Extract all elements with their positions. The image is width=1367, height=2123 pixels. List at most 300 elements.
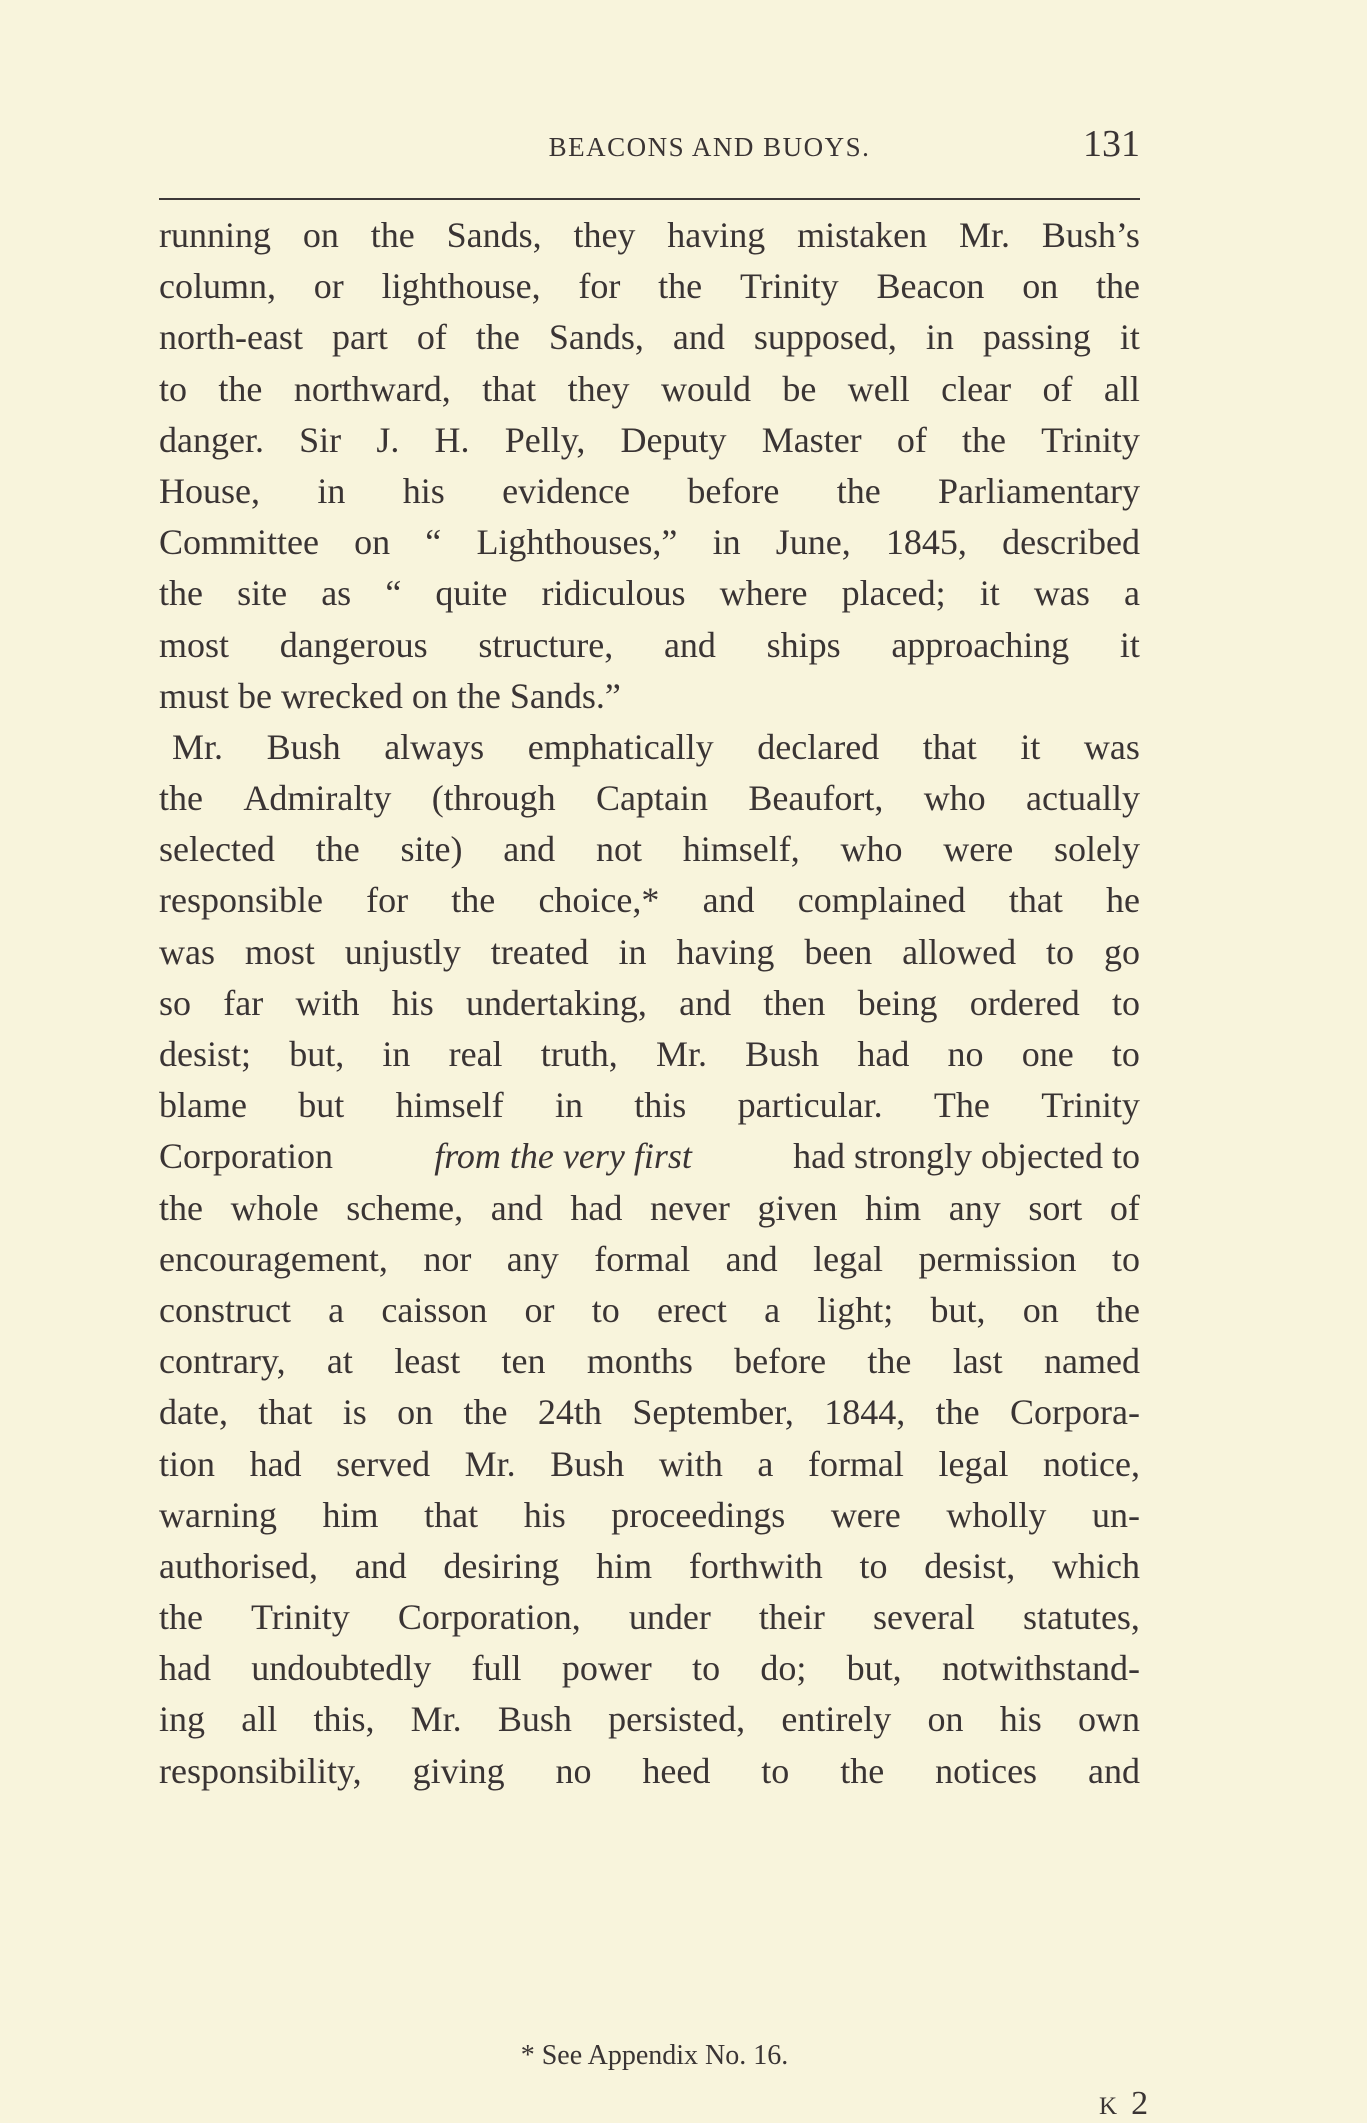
word: part [331, 317, 388, 358]
word: ordered [969, 982, 1080, 1023]
text-line [159, 1746, 1140, 1797]
word: on [354, 522, 391, 563]
word: desist, [924, 1545, 1016, 1586]
word: and [679, 982, 732, 1023]
text-run: Corporation [159, 1136, 333, 1177]
text-line [159, 517, 1140, 568]
word: in [554, 1085, 583, 1126]
word: declared [757, 726, 880, 767]
word: and [725, 1238, 778, 1279]
word: of [416, 317, 447, 358]
word: wholly [946, 1494, 1047, 1535]
word: always [384, 726, 485, 767]
word: northward, [293, 368, 451, 409]
word: that [922, 726, 977, 767]
word: contrary, [159, 1341, 286, 1382]
word: June, [775, 522, 851, 563]
word: the [475, 317, 520, 358]
word: him [596, 1545, 653, 1586]
word: proceedings [611, 1494, 786, 1535]
text-line [159, 1541, 1140, 1592]
word: so [159, 982, 192, 1023]
text-line [159, 1183, 1140, 1234]
word: a [764, 1289, 781, 1330]
word: column, [159, 266, 276, 307]
word: but, [930, 1289, 986, 1330]
word: which [1052, 1545, 1140, 1586]
word: then [763, 982, 826, 1023]
word: the [370, 215, 415, 255]
word: been [804, 931, 873, 972]
word: Master [761, 419, 862, 460]
text-line [159, 978, 1140, 1029]
word: Beaufort, [748, 778, 884, 819]
text-line [159, 1029, 1140, 1080]
word: the [159, 573, 203, 614]
word: in [317, 470, 346, 511]
word: not [595, 829, 642, 870]
word: of [1109, 1187, 1140, 1228]
word: his [999, 1699, 1042, 1740]
text-line [159, 1387, 1140, 1438]
text-line: must be wrecked on the Sands.” [159, 675, 621, 716]
word: ridiculous [541, 573, 686, 614]
word: under [628, 1597, 711, 1638]
word: served [336, 1443, 431, 1484]
word: far [223, 982, 264, 1023]
word: to [591, 1289, 620, 1330]
word: but [298, 1085, 345, 1126]
word: himself [395, 1085, 504, 1126]
word: and [672, 317, 725, 358]
word: for [578, 266, 621, 307]
word: the [159, 1597, 203, 1638]
word: to [1046, 931, 1075, 972]
word: Bush [266, 726, 341, 767]
word: having [676, 931, 775, 972]
word: ships [766, 624, 841, 665]
word: the [218, 368, 263, 409]
word: complained [797, 880, 966, 921]
word: Deputy [620, 419, 727, 460]
word: do; [760, 1648, 807, 1689]
word: a [1123, 573, 1140, 614]
footnote: * See Appendix No. 16. [520, 2040, 789, 2071]
word: Mr. [410, 1699, 462, 1740]
word: in [925, 317, 954, 358]
word: to [761, 1750, 790, 1791]
page-header [159, 122, 1140, 172]
word: the [159, 1187, 203, 1228]
word: placed; [841, 573, 946, 614]
word: it [1119, 624, 1140, 665]
word: he [1106, 880, 1140, 921]
italic-emphasis: from the very first [434, 1136, 692, 1177]
word: was [1033, 573, 1090, 614]
word: most [159, 624, 230, 665]
word: power [561, 1648, 652, 1689]
word: the [867, 1341, 912, 1382]
text-line [159, 1694, 1140, 1745]
word: “ [425, 522, 442, 563]
word: sort [1028, 1187, 1083, 1228]
word: Bush [745, 1034, 820, 1074]
word: Trinity [251, 1597, 350, 1638]
word: choice,* [538, 880, 660, 921]
word: to [1111, 1034, 1140, 1074]
word: him [865, 1187, 922, 1228]
word: “ [385, 573, 402, 614]
word: with [658, 1443, 723, 1484]
word: no [555, 1750, 592, 1791]
word: who [923, 778, 986, 819]
word: Trinity [1041, 419, 1140, 460]
word: formal [594, 1238, 691, 1279]
word: quite [435, 573, 508, 614]
word: a [328, 1289, 345, 1330]
word: as [321, 573, 352, 614]
word: no [947, 1034, 984, 1074]
text-line [159, 773, 1140, 824]
word: 1844, [824, 1392, 906, 1433]
word: to [1111, 982, 1140, 1023]
word: they [573, 215, 636, 255]
word: whole [230, 1187, 319, 1228]
word: of [896, 419, 927, 460]
word: having [667, 215, 766, 255]
word: construct [159, 1289, 291, 1330]
word: treated [490, 931, 589, 972]
word: particular. [737, 1085, 883, 1126]
word: authorised, [159, 1545, 318, 1586]
word: the [1095, 1289, 1140, 1330]
word: solely [1053, 829, 1140, 870]
word: ing [159, 1699, 206, 1740]
word: 24th [537, 1392, 602, 1433]
word: of [1042, 368, 1073, 409]
text-line-italic [159, 1131, 1140, 1182]
word: last [952, 1341, 1003, 1382]
word: a [757, 1443, 774, 1484]
word: in [712, 522, 741, 563]
word: Captain [596, 778, 709, 819]
word: were [943, 829, 1014, 870]
word: but, [846, 1648, 902, 1689]
word: Mr. [464, 1443, 516, 1484]
word: structure, [478, 624, 614, 665]
word: that [1008, 880, 1063, 921]
word: or [313, 266, 344, 307]
word: Corporation, [397, 1597, 581, 1638]
word: evidence [502, 470, 631, 511]
word: real [448, 1034, 503, 1074]
text-line [159, 1439, 1140, 1490]
word: was [1083, 726, 1140, 767]
word: that [482, 368, 537, 409]
word: 1845, [885, 522, 967, 563]
word: site) [400, 829, 463, 870]
word: and [1087, 1750, 1140, 1791]
word: supposed, [753, 317, 897, 358]
word: named [1044, 1341, 1140, 1382]
word: and [503, 829, 556, 870]
word: had [857, 1034, 910, 1074]
word: and [354, 1545, 407, 1586]
text-line [159, 1643, 1140, 1694]
text-run: had strongly objected to [793, 1136, 1140, 1177]
word: the [159, 778, 203, 819]
word: the [451, 880, 496, 921]
word: for [366, 880, 409, 921]
word: responsibility, [159, 1750, 362, 1791]
word: running [159, 215, 271, 255]
word: undertaking, [465, 982, 647, 1023]
word: at [326, 1341, 353, 1382]
word: that [258, 1392, 313, 1433]
word: passing [982, 317, 1091, 358]
word: and [490, 1187, 543, 1228]
word: legal [813, 1238, 884, 1279]
word: notices [935, 1750, 1038, 1791]
word: September, [632, 1392, 794, 1433]
word: full [471, 1648, 522, 1689]
text-line [159, 415, 1140, 466]
word: heed [642, 1750, 711, 1791]
word: responsible [159, 880, 323, 921]
word: well [847, 368, 910, 409]
word: all [241, 1699, 278, 1740]
word: had [249, 1443, 302, 1484]
word: all [1103, 368, 1140, 409]
word: (through [431, 778, 556, 819]
word: Sir [299, 419, 342, 460]
word: Mr. [172, 726, 224, 767]
word: entirely [781, 1699, 892, 1740]
text-line [159, 261, 1140, 312]
word: ten [501, 1341, 546, 1382]
signature-letter: K [1099, 2093, 1118, 2120]
word: him [322, 1494, 379, 1535]
word: Corpora- [1009, 1392, 1140, 1433]
word: J. [376, 419, 400, 460]
signature-mark [1099, 2085, 1148, 2123]
word: his [523, 1494, 566, 1535]
word: caisson [381, 1289, 488, 1330]
word: approaching [891, 624, 1070, 665]
word: unjustly [344, 931, 461, 972]
word: on [1022, 1289, 1059, 1330]
word: lighthouse, [381, 266, 541, 307]
word: north-east [159, 317, 303, 358]
word: it [1119, 317, 1140, 358]
text-line [159, 466, 1140, 517]
word: had [159, 1648, 211, 1689]
word: allowed [902, 931, 1017, 972]
word: in [382, 1034, 411, 1074]
text-line [159, 1490, 1140, 1541]
word: described [1002, 522, 1140, 563]
word: they [567, 368, 630, 409]
word: Mr. [958, 215, 1010, 255]
word: Beacon [876, 266, 985, 307]
word: danger. [159, 419, 264, 460]
text-line [159, 312, 1140, 363]
word: Bush’s [1041, 215, 1140, 255]
word: nor [423, 1238, 472, 1279]
word: statutes, [1022, 1597, 1140, 1638]
word: months [586, 1341, 693, 1382]
word: Trinity [739, 266, 839, 307]
word: being [857, 982, 938, 1023]
text-line [159, 364, 1140, 415]
word: date, [159, 1392, 228, 1433]
word: tion [159, 1443, 216, 1484]
word: The [933, 1085, 990, 1126]
word: the [840, 1750, 885, 1791]
word: it [979, 573, 1000, 614]
word: encouragement, [159, 1238, 388, 1279]
word: his [402, 470, 445, 511]
word: permission [918, 1238, 1077, 1279]
word: with [295, 982, 360, 1023]
word: the [836, 470, 881, 511]
word: House, [159, 470, 260, 511]
word: Bush [550, 1443, 625, 1484]
word: himself, [682, 829, 800, 870]
word: the [935, 1392, 980, 1433]
word: go [1103, 931, 1140, 972]
word: actually [1026, 778, 1140, 819]
word: notice, [1043, 1443, 1140, 1484]
word: would [660, 368, 751, 409]
word: erect [656, 1289, 727, 1330]
text-line [159, 1080, 1140, 1131]
word: the [658, 266, 703, 307]
page-number: 131 [1083, 123, 1140, 165]
word: several [872, 1597, 975, 1638]
word: had [570, 1187, 623, 1228]
word: un- [1091, 1494, 1140, 1535]
word: to [159, 368, 188, 409]
word: forthwith [688, 1545, 823, 1586]
word: the [962, 419, 1006, 460]
word: to [859, 1545, 888, 1586]
word: formal [807, 1443, 904, 1484]
word: on [927, 1699, 964, 1740]
word: Committee [159, 522, 319, 563]
word: truth, [540, 1034, 618, 1074]
word: notwithstand- [941, 1648, 1140, 1689]
word: where [719, 573, 808, 614]
word: most [244, 931, 315, 972]
word: warning [159, 1494, 277, 1535]
word: Pelly, [504, 419, 586, 460]
word: that [424, 1494, 479, 1535]
word: undoubtedly [251, 1648, 432, 1689]
word: own [1077, 1699, 1140, 1740]
text-line [159, 1285, 1140, 1336]
word: any [948, 1187, 1001, 1228]
word: blame [159, 1085, 247, 1126]
word: least [394, 1341, 461, 1382]
text-line [159, 1336, 1140, 1387]
word: Admiralty [243, 778, 392, 819]
word: Lighthouses,” [476, 522, 678, 563]
word: any [506, 1238, 559, 1279]
word: were [830, 1494, 901, 1535]
word: desiring [443, 1545, 560, 1586]
signature-number: 2 [1131, 2085, 1149, 2122]
word: Sands, [446, 215, 542, 255]
word: who [840, 829, 903, 870]
word: persisted, [608, 1699, 746, 1740]
word: mistaken [797, 215, 928, 255]
text-line [159, 927, 1140, 978]
text-line [159, 620, 1140, 671]
word: but, [289, 1034, 345, 1074]
word: on [302, 215, 339, 255]
word: H. [434, 419, 470, 460]
word: Bush [497, 1699, 572, 1740]
word: on [397, 1392, 434, 1433]
word: before [734, 1341, 827, 1382]
text-line [159, 875, 1140, 926]
word: their [758, 1597, 825, 1638]
header-rule [159, 198, 1140, 200]
word: one [1021, 1034, 1074, 1074]
text-line [159, 1234, 1140, 1285]
running-head: BEACONS AND BUOYS. [548, 132, 871, 162]
word: Parliamentary [938, 470, 1140, 511]
word: be [782, 368, 817, 409]
word: it [1020, 726, 1041, 767]
word: selected [159, 829, 275, 870]
word: to [692, 1648, 721, 1689]
word: the [315, 829, 360, 870]
word: the [463, 1392, 508, 1433]
word: dangerous [279, 624, 428, 665]
word: Trinity [1041, 1085, 1140, 1126]
word: never [649, 1187, 730, 1228]
word: light; [817, 1289, 894, 1330]
word: legal [938, 1443, 1009, 1484]
word: the [1096, 266, 1140, 307]
word: his [391, 982, 434, 1023]
word: this, [313, 1699, 375, 1740]
word: this [634, 1085, 687, 1126]
word: was [159, 931, 215, 972]
word: and [702, 880, 755, 921]
word: to [1111, 1238, 1140, 1279]
word: site [237, 573, 288, 614]
word: and [663, 624, 716, 665]
word: on [1022, 266, 1059, 307]
body-text [159, 210, 1149, 2122]
word: emphatically [527, 726, 714, 767]
word: giving [412, 1750, 505, 1791]
text-line [159, 210, 1140, 261]
word: Sands, [548, 317, 644, 358]
word: clear [941, 368, 1012, 409]
text-line [159, 568, 1140, 619]
word: Mr. [655, 1034, 707, 1074]
word: given [757, 1187, 838, 1228]
text-line [159, 1592, 1140, 1643]
text-line [159, 824, 1140, 875]
text-line [159, 722, 1140, 773]
word: before [687, 470, 780, 511]
word: in [618, 931, 647, 972]
